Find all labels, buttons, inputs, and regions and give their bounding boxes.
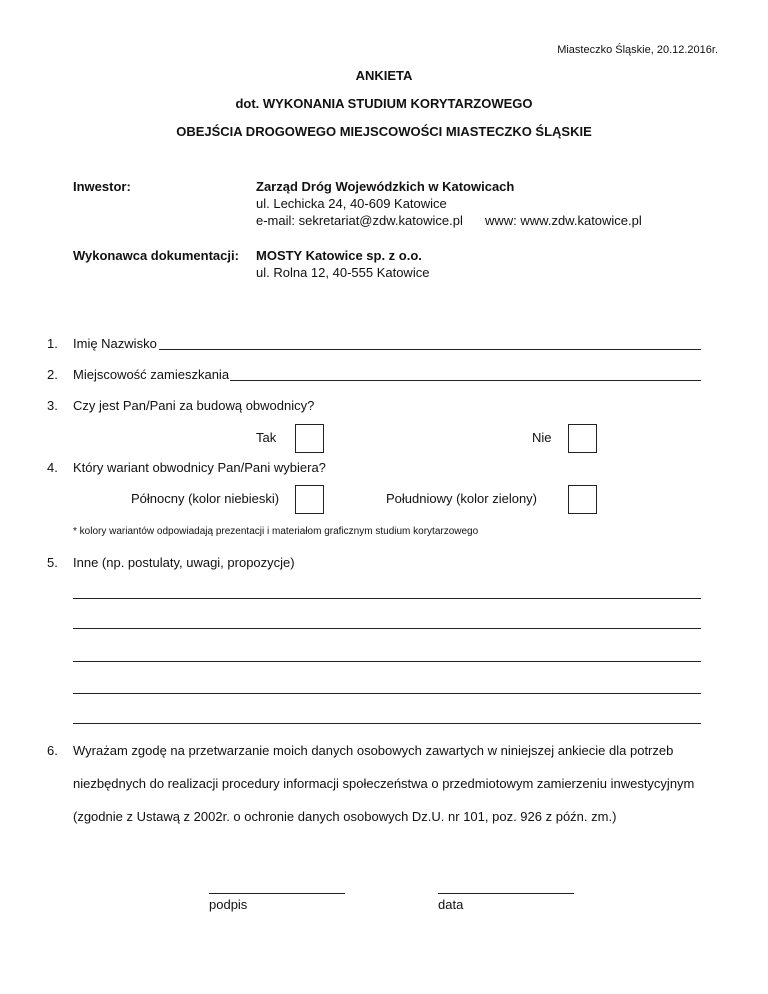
doc-subtitle-2: OBEJŚCIA DROGOWEGO MIEJSCOWOŚCI MIASTECZKO ŚLĄSKIE (176, 124, 592, 139)
investor-label: Inwestor: (73, 179, 131, 194)
q3-label: Czy jest Pan/Pani za budową obwodnicy? (73, 398, 315, 413)
q1-number: 1. (47, 336, 58, 351)
date-field[interactable] (438, 893, 574, 894)
contractor-label: Wykonawca dokumentacji: (73, 248, 239, 263)
comments-line-1[interactable] (73, 598, 701, 599)
q3-no-label: Nie (532, 430, 552, 445)
signature-field[interactable] (209, 893, 345, 894)
q4-north-label: Północny (kolor niebieski) (131, 491, 280, 506)
q3-yes-checkbox[interactable] (295, 424, 324, 453)
q4-south-label: Południowy (kolor zielony) (386, 491, 538, 506)
q5-label: Inne (np. postulaty, uwagi, propozycje) (73, 555, 295, 570)
q5-number: 5. (47, 555, 58, 570)
place-date: Miasteczko Śląskie, 20.12.2016r. (557, 44, 718, 56)
contractor-address: ul. Rolna 12, 40-555 Katowice (256, 265, 430, 280)
investor-name: Zarząd Dróg Wojewódzkich w Katowicach (256, 179, 515, 194)
q4-number: 4. (47, 460, 58, 475)
q6-number: 6. (47, 743, 58, 758)
consent-line-3: (zgodnie z Ustawą z 2002r. o ochronie danych osobowych Dz.U. nr 101, poz. 926 z późn. zm.) (73, 809, 617, 824)
investor-www: www: www.zdw.katowice.pl (485, 213, 642, 228)
consent-line-2: niezbędnych do realizacji procedury informacji społeczeństwa o przedmiotowym zamierzeniu inwestycyjnym (73, 776, 695, 791)
q3-no-checkbox[interactable] (568, 424, 597, 453)
doc-title: ANKIETA (355, 68, 413, 83)
investor-address: ul. Lechicka 24, 40-609 Katowice (256, 196, 447, 211)
q3-yes-label: Tak (256, 430, 277, 445)
doc-subtitle-1: dot. WYKONANIA STUDIUM KORYTARZOWEGO (235, 96, 533, 111)
contractor-name: MOSTY Katowice sp. z o.o. (256, 248, 422, 263)
q2-label: Miejscowość zamieszkania (73, 367, 230, 382)
comments-line-3[interactable] (73, 661, 701, 662)
comments-line-5[interactable] (73, 723, 701, 724)
comments-line-2[interactable] (73, 628, 701, 629)
q4-note: * kolory wariantów odpowiadają prezentacji i materiałom graficznym studium korytarzowego (73, 526, 479, 537)
q2-number: 2. (47, 367, 58, 382)
q3-number: 3. (47, 398, 58, 413)
q1-label: Imię Nazwisko (73, 336, 157, 351)
q4-north-checkbox[interactable] (295, 485, 324, 514)
signature-label: podpis (209, 897, 248, 912)
residence-field[interactable] (230, 380, 701, 381)
investor-email: e-mail: sekretariat@zdw.katowice.pl (256, 213, 463, 228)
q4-label: Który wariant obwodnicy Pan/Pani wybiera? (73, 460, 326, 475)
comments-line-4[interactable] (73, 693, 701, 694)
q4-south-checkbox[interactable] (568, 485, 597, 514)
date-label: data (438, 897, 464, 912)
consent-line-1: Wyrażam zgodę na przetwarzanie moich danych osobowych zawartych w niniejszej ankiecie dla potrzeb (73, 743, 674, 758)
name-field[interactable] (159, 349, 701, 350)
